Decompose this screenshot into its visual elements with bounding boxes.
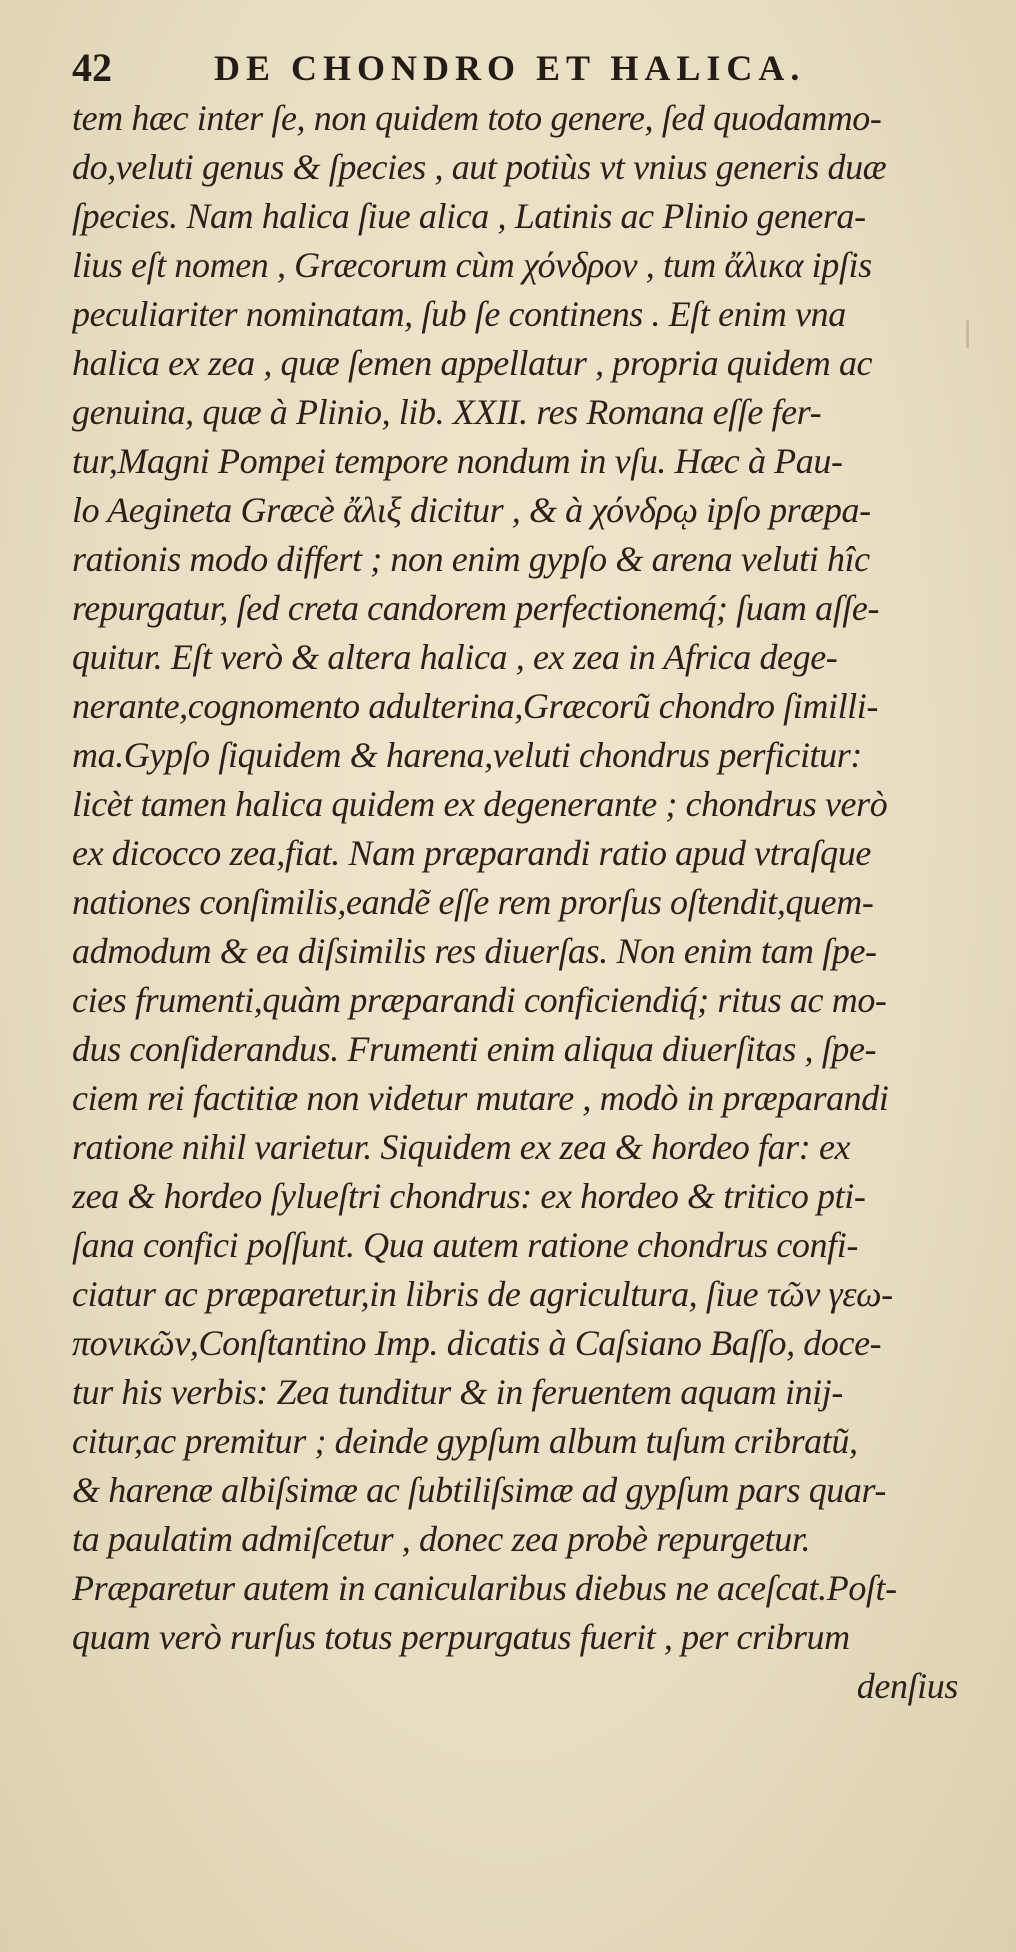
text-line-22: ratione nihil varietur. Siquidem ex zea & hordeo far: ex	[72, 1127, 851, 1167]
text-line-8: tur,Magni Pompei tempore nondum in vſu. Hæc à Pau-	[72, 441, 843, 481]
text-line-25: ciatur ac præparetur,in libris de agricultura, ſiue τῶν γεω-	[72, 1274, 893, 1314]
text-line-20: dus conſiderandus. Frumenti enim aliqua diuerſitas , ſpe-	[72, 1029, 877, 1069]
text-line-10: rationis modo differt ; non enim gypſo & arena veluti hîc	[72, 539, 870, 579]
text-line-7: genuina, quæ à Plinio, lib. XXII. res Romana eſſe fer-	[72, 392, 822, 432]
text-line-31: Præparetur autem in canicularibus diebus ne aceſcat.Poſt-	[72, 1568, 897, 1608]
text-line-1: tem hæc inter ſe, non quidem toto genere, ſed quodammo-	[72, 98, 882, 138]
page-number: 42	[72, 45, 112, 90]
text-line-12: quitur. Eſt verò & altera halica , ex zea in Africa dege-	[72, 637, 838, 677]
text-line-24: ſana confici poſſunt. Qua autem ratione chondrus confi-	[72, 1225, 858, 1265]
text-line-11: repurgatur, ſed creta candorem perfectionemq́; ſuam aſſe-	[72, 588, 880, 628]
text-line-6: halica ex zea , quæ ſemen appellatur , propria quidem ac	[72, 343, 873, 383]
text-line-9: lo Aegineta Græcè ἄλιξ dicitur , & à χόνδρῳ ipſo præpa-	[72, 490, 871, 530]
text-line-28: citur,ac premitur ; deinde gypſum album tuſum cribratũ,	[72, 1421, 858, 1461]
text-line-29: & harenæ albiſsimæ ac ſubtiliſsimæ ad gypſum pars quar-	[72, 1470, 886, 1510]
paper-blemish	[966, 320, 969, 348]
text-line-21: ciem rei factitiæ non videtur mutare , modò in præparandi	[72, 1078, 889, 1118]
text-line-23: zea & hordeo ſylueſtri chondrus: ex hordeo & tritico pti-	[72, 1176, 866, 1216]
catchword: denſius	[856, 1666, 958, 1706]
running-title: DE CHONDRO ET HALICA.	[214, 48, 806, 88]
text-line-19: cies frumenti,quàm præparandi conficiendiq́; ritus ac mo-	[72, 980, 887, 1020]
text-line-4: lius eſt nomen , Græcorum cùm χόνδρον , tum ἄλικα ipſis	[72, 245, 872, 285]
text-line-5: peculiariter nominatam, ſub ſe continens . Eſt enim vna	[72, 294, 846, 334]
body-text	[72, 94, 960, 1711]
text-line-16: ex dicocco zea,fiat. Nam præparandi ratio apud vtraſque	[72, 833, 871, 873]
text-line-14: ma.Gypſo ſiquidem & harena,veluti chondrus perficitur:	[72, 735, 862, 775]
text-line-18: admodum & ea diſsimilis res diuerſas. Non enim tam ſpe-	[72, 931, 877, 971]
page-header	[72, 44, 952, 92]
text-line-13: nerante,cognomento adulterina,Græcorũ chondro ſimilli-	[72, 686, 878, 726]
text-line-30: ta paulatim admiſcetur , donec zea probè repurgetur.	[72, 1519, 811, 1559]
text-line-3: ſpecies. Nam halica ſiue alica , Latinis ac Plinio genera-	[72, 196, 866, 236]
text-line-15: licèt tamen halica quidem ex degenerante ; chondrus verò	[72, 784, 888, 824]
text-line-27: tur his verbis: Zea tunditur & in feruentem aquam inij-	[72, 1372, 843, 1412]
text-line-32: quam verò rurſus totus perpurgatus fuerit , per cribrum	[72, 1617, 850, 1657]
text-line-2: do,veluti genus & ſpecies , aut potiùs vt vnius generis duæ	[72, 147, 887, 187]
text-line-26: πονικῶν,Conſtantino Imp. dicatis à Caſsiano Baſſo, doce-	[72, 1323, 882, 1363]
text-line-17: nationes conſimilis,eandẽ eſſe rem prorſus oſtendit,quem-	[72, 882, 874, 922]
